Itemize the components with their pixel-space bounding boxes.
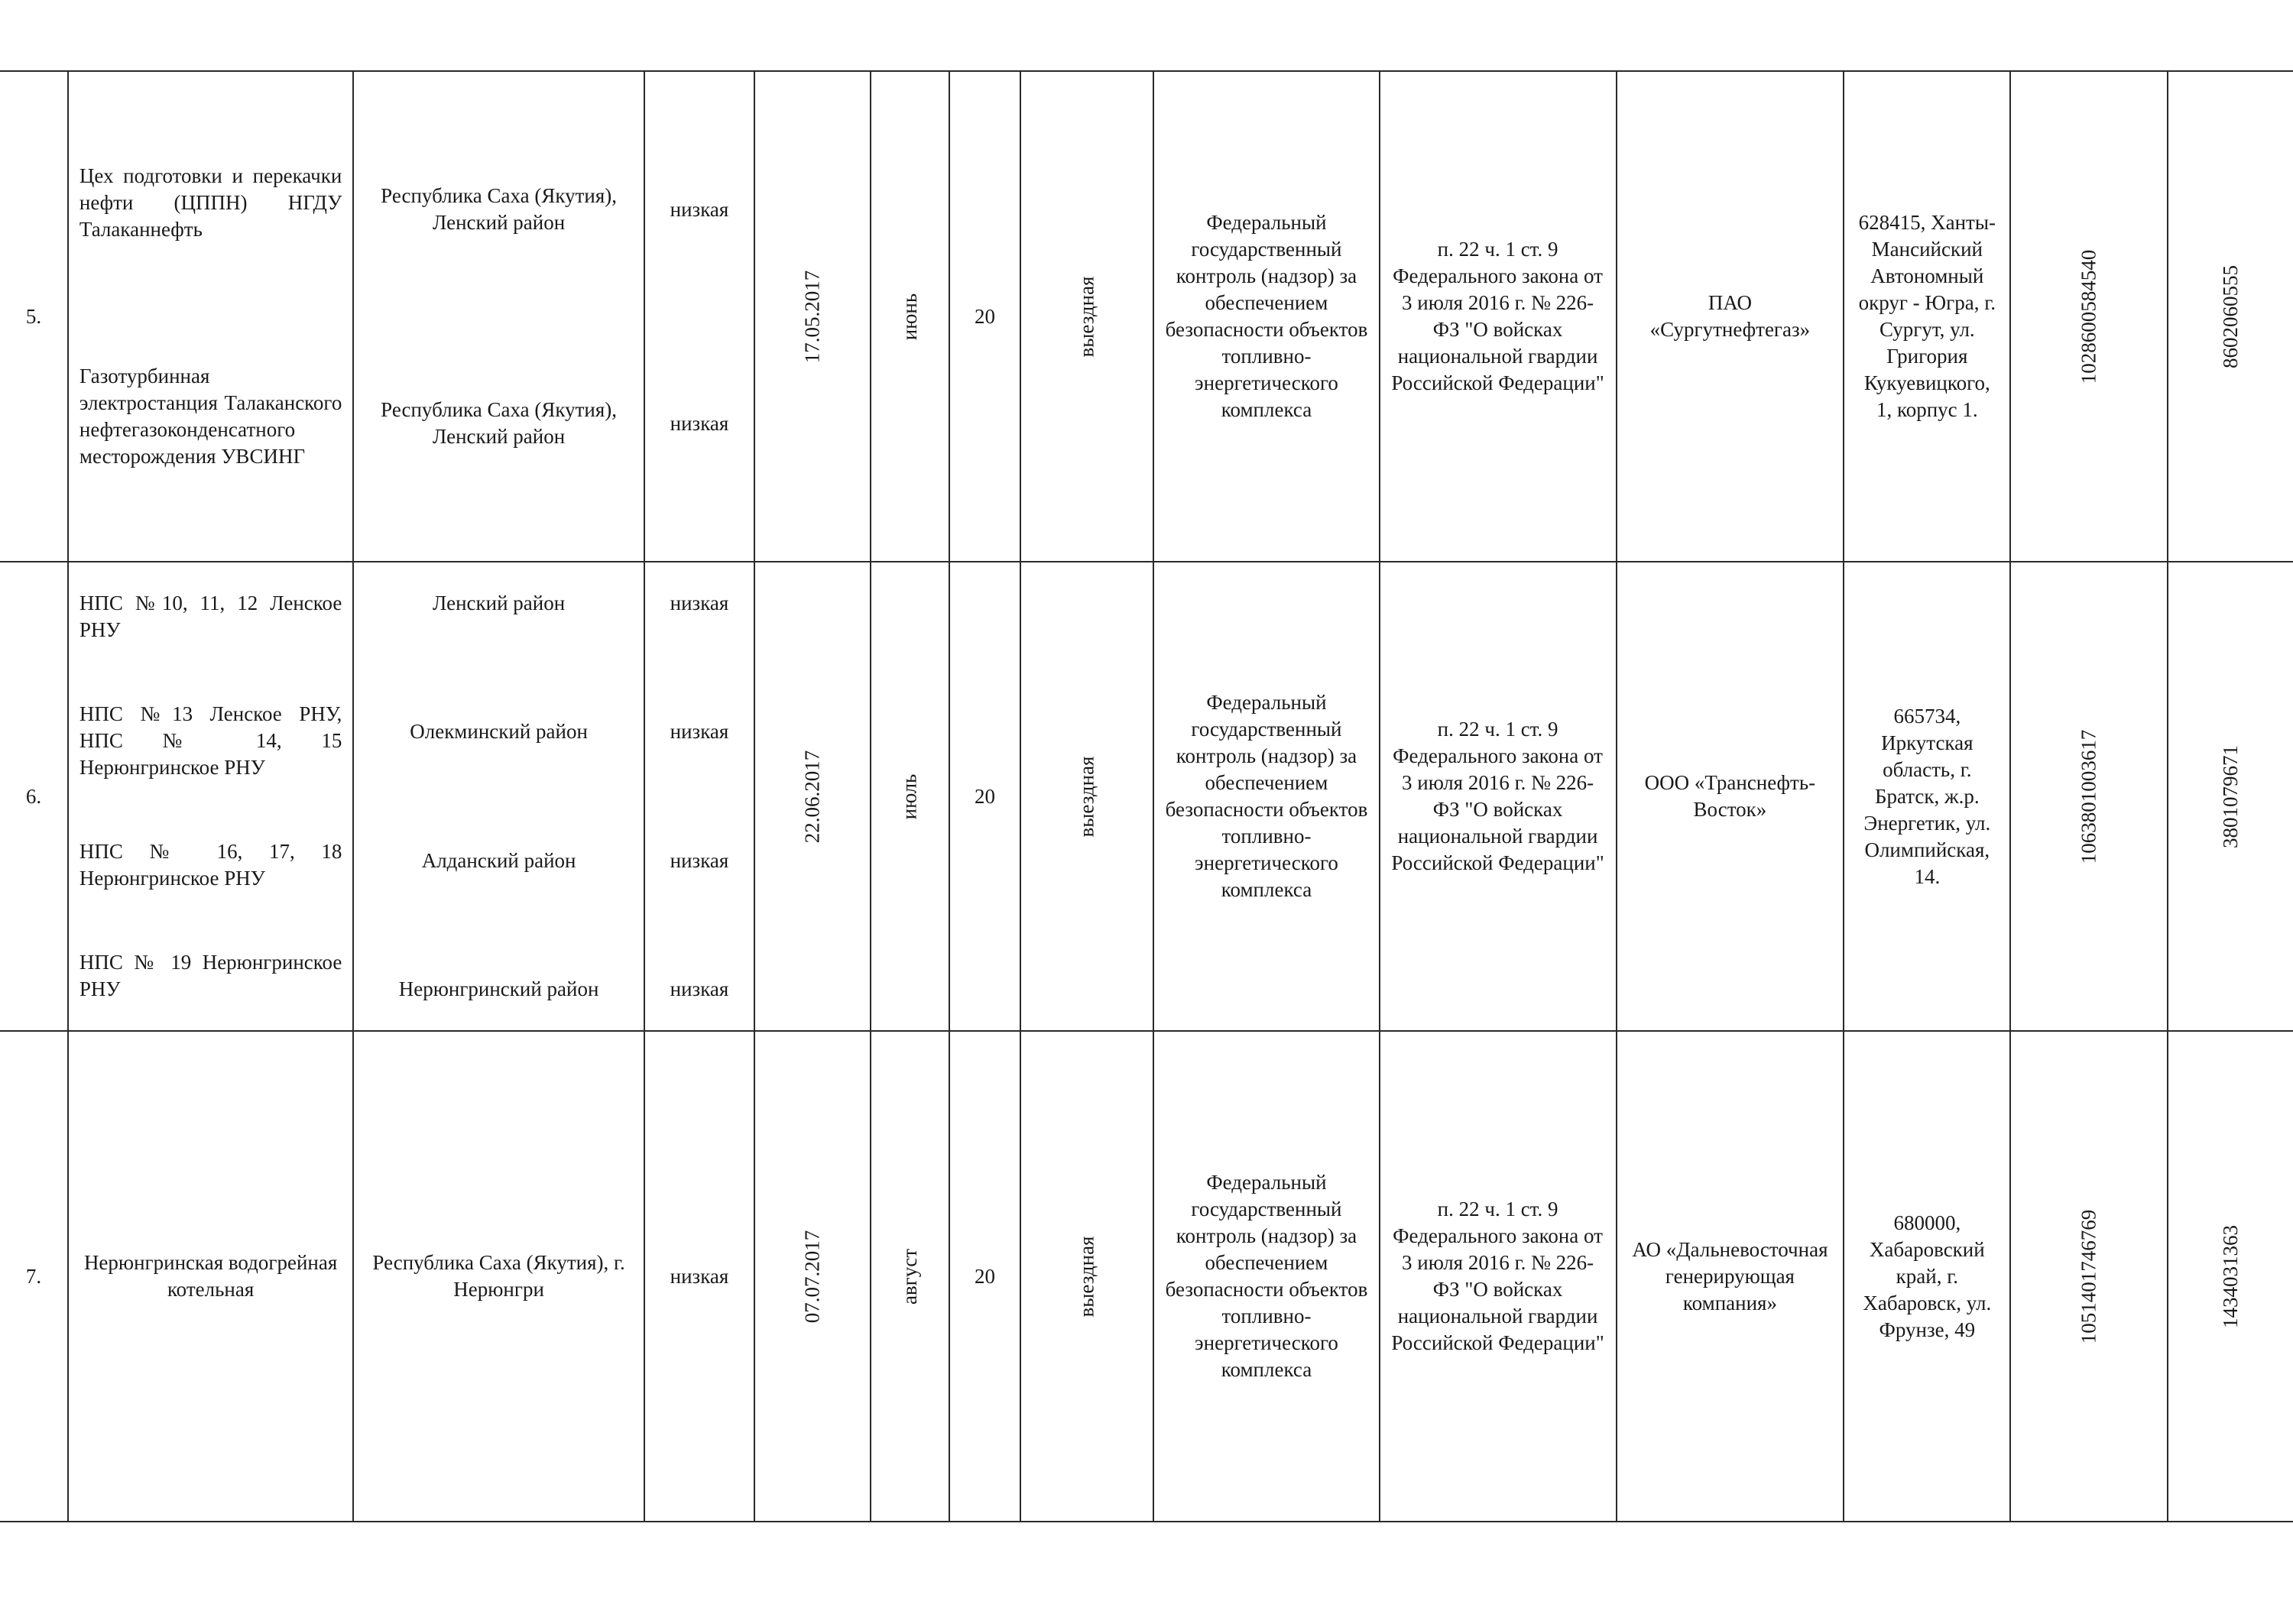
organization: АО «Дальневосточная генерирующая компания» (1617, 1031, 1844, 1522)
inspection-month: июль (897, 773, 921, 819)
table-row (0, 562, 2293, 1031)
object-cell (68, 562, 353, 1031)
location-cell (353, 71, 644, 562)
control-type: Федеральный государственный контроль (надзор) за обеспечением безопасности объектов топливно-энергетического комплекса (1153, 71, 1379, 562)
table-row (0, 71, 2293, 562)
risk-cell (644, 71, 754, 562)
inn-number: 8602060555 (2218, 264, 2242, 368)
inspection-form: выездная (1075, 276, 1098, 357)
risk-category: низкая (670, 592, 729, 614)
form-cell (1020, 562, 1153, 1031)
org-address: 665734, Иркутская область, г. Братск, ж.р. Энергетик, ул. Олимпийская, 14. (1844, 562, 2010, 1031)
inn-cell (2168, 562, 2293, 1031)
date-cell (754, 71, 871, 562)
inn-cell (2168, 1031, 2293, 1522)
control-type: Федеральный государственный контроль (надзор) за обеспечением безопасности объектов топливно-энергетического комплекса (1153, 562, 1379, 1031)
inn-number: 1434031363 (2218, 1224, 2242, 1328)
inn-cell (2168, 71, 2293, 562)
form-cell (1020, 71, 1153, 562)
risk-category: низкая (670, 197, 729, 221)
organization: ООО «Транснефть-Восток» (1617, 562, 1844, 1031)
risk-category: низкая (670, 411, 729, 435)
days-cell: 20 (949, 1031, 1021, 1522)
inn-number: 3801079671 (2218, 744, 2242, 848)
risk-category: низкая (644, 1031, 754, 1522)
object-name: НПС № 16, 17, 18 Нерюнгринское РНУ (79, 840, 342, 890)
location-text: Республика Саха (Якутия), Ленский район (381, 184, 618, 234)
inspection-form: выездная (1075, 1236, 1098, 1317)
days-cell: 20 (949, 71, 1021, 562)
days-cell: 20 (949, 562, 1021, 1031)
month-cell (871, 71, 949, 562)
location-text: Республика Саха (Якутия), Ленский район (381, 398, 618, 448)
location-text: Республика Саха (Якутия), г. Нерюнгри (353, 1031, 644, 1522)
table-row (0, 1031, 2293, 1522)
object-name: НПС № 19 Нерюнгринское РНУ (79, 951, 342, 1000)
month-cell (871, 562, 949, 1031)
organization: ПАО «Сургутнефтегаз» (1617, 71, 1844, 562)
registration-date: 22.06.2017 (800, 750, 824, 843)
ogrn-cell (2010, 562, 2168, 1031)
location-text: Алданский район (421, 848, 576, 872)
registration-date: 17.05.2017 (800, 270, 824, 363)
control-type: Федеральный государственный контроль (надзор) за обеспечением безопасности объектов топливно-энергетического комплекса (1153, 1031, 1379, 1522)
ogrn-number: 1063801003617 (2077, 729, 2100, 864)
risk-cell (644, 562, 754, 1031)
date-cell (754, 1031, 871, 1522)
org-address: 680000, Хабаровский край, г. Хабаровск, ул. Фрунзе, 49 (1844, 1031, 2010, 1522)
form-cell (1020, 1031, 1153, 1522)
ogrn-cell (2010, 71, 2168, 562)
inspection-form: выездная (1075, 756, 1098, 837)
inspection-month: июнь (897, 293, 921, 340)
legal-basis: п. 22 ч. 1 ст. 9 Федерального закона от 3 июля 2016 г. № 226-ФЗ "О войсках национальной гвардии Российской Федерации" (1380, 1031, 1617, 1522)
risk-category: низкая (670, 848, 729, 872)
month-cell (871, 1031, 949, 1522)
object-name: Цех подготовки и перекачки нефти (ЦППН) НГДУ Талаканнефть (79, 164, 342, 241)
location-text: Ленский район (432, 592, 566, 614)
inspection-month: август (897, 1248, 921, 1305)
row-number: 5. (0, 71, 68, 562)
row-number: 6. (0, 562, 68, 1031)
location-text: Олекминский район (410, 720, 588, 744)
object-name: НПС №13 Ленское РНУ, НПС № 14, 15 Нерюнгринское РНУ (79, 702, 342, 779)
object-name: Газотурбинная электростанция Талаканского нефтегазоконденсатного месторождения УВСИНГ (79, 365, 342, 468)
ogrn-number: 1028600584540 (2077, 249, 2100, 384)
object-name: Нерюнгринская водогрейная котельная (68, 1031, 353, 1522)
inspection-plan-table (0, 70, 2293, 1522)
date-cell (754, 562, 871, 1031)
risk-category: низкая (670, 720, 729, 744)
risk-category: низкая (670, 977, 729, 1000)
ogrn-cell (2010, 1031, 2168, 1522)
object-cell (68, 71, 353, 562)
row-number: 7. (0, 1031, 68, 1522)
location-cell (353, 562, 644, 1031)
registration-date: 07.07.2017 (800, 1230, 824, 1323)
legal-basis: п. 22 ч. 1 ст. 9 Федерального закона от 3 июля 2016 г. № 226-ФЗ "О войсках национальной гвардии Российской Федерации" (1380, 562, 1617, 1031)
location-text: Нерюнгринский район (398, 977, 599, 1000)
object-name: НПС №10, 11, 12 Ленское РНУ (79, 592, 342, 641)
ogrn-number: 1051401746769 (2077, 1209, 2100, 1344)
legal-basis: п. 22 ч. 1 ст. 9 Федерального закона от 3 июля 2016 г. № 226-ФЗ "О войсках национальной гвардии Российской Федерации" (1380, 71, 1617, 562)
org-address: 628415, Ханты-Мансийский Автономный округ - Югра, г. Сургут, ул. Григория Кукуевицкого, 1, корпус 1. (1844, 71, 2010, 562)
